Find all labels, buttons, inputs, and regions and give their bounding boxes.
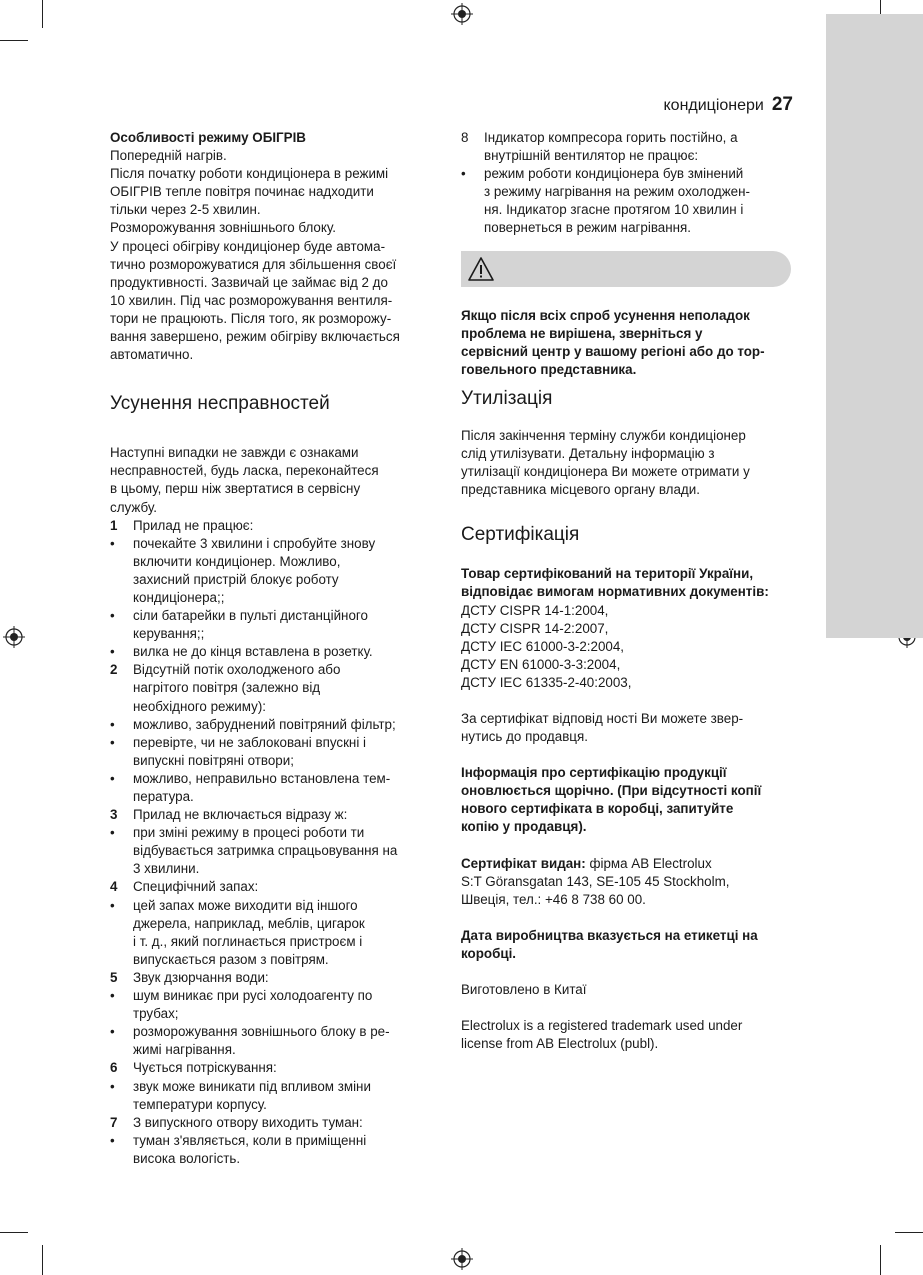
item-line: висока вологість.	[133, 1150, 241, 1166]
heating-line: вання завершено, режим обігріву включається	[110, 329, 400, 345]
date-line: коробці.	[461, 945, 517, 961]
bullet-item	[461, 165, 801, 237]
item-line: можливо, неправильно встановлена тем-	[133, 770, 391, 786]
item-line: Чується потріскування:	[133, 1060, 277, 1076]
item-line: Відсутній потік охолодженого або	[133, 662, 341, 678]
item-line: сіли батарейки в пульті дистанційного	[133, 608, 368, 624]
warning-line: говельного представника.	[461, 361, 637, 377]
bullet-marker: •	[110, 825, 115, 841]
warning-bar	[461, 251, 791, 287]
item-line: і т. д., який поглинається пристроєм і	[133, 933, 363, 949]
certification-statement	[461, 565, 801, 601]
troubleshooting-title: Усунення несправностей	[110, 393, 330, 415]
item-line: джерела, наприклад, меблів, цигарок	[133, 915, 365, 931]
heating-line: продуктивності. Зазвичай це займає від 2 до	[110, 274, 388, 290]
item-number: 5	[110, 969, 118, 985]
numbered-item	[461, 129, 801, 165]
item-number: 6	[110, 1060, 118, 1076]
certification-info	[461, 764, 801, 836]
bullet-marker: •	[110, 1132, 115, 1148]
numbered-item	[110, 878, 445, 896]
item-line: пература.	[133, 789, 194, 804]
item-line: випускні повітряні отвори;	[133, 752, 294, 768]
responsibility-line: За сертифікат відповід ності Ви можете звер-	[461, 710, 744, 726]
trademark-note	[461, 1017, 801, 1053]
numbered-item	[110, 806, 445, 824]
bullet-item	[110, 734, 445, 770]
warning-line: сервісний центр у вашому регіоні або до тор-	[461, 343, 765, 359]
numbered-item	[110, 969, 445, 987]
item-line: при зміні режиму в процесі роботи ти	[133, 825, 365, 841]
bullet-item	[110, 987, 445, 1023]
info-line: копію у продавця).	[461, 819, 587, 835]
bullet-item	[110, 716, 445, 734]
item-line: необхідного режиму):	[133, 698, 267, 714]
certification-title: Сертифікація	[461, 524, 580, 546]
bullet-item	[110, 770, 445, 806]
standard-item: ДСТУ IEC 61000-3-2:2004,	[461, 638, 625, 654]
bullet-item	[110, 824, 445, 878]
bullet-item	[110, 1132, 445, 1168]
certificate-responsibility	[461, 710, 801, 746]
disposal-line: Після закінчення терміну служби кондиціонер	[461, 427, 746, 443]
item-line: захисний пристрій блокує роботу	[133, 571, 339, 587]
bullet-marker: •	[110, 1078, 115, 1094]
item-line: почекайте 3 хвилини і спробуйте знову	[133, 535, 376, 551]
certification-line: Товар сертифікований на території України,	[461, 566, 754, 582]
trademark-line: Electrolux is a registered trademark used under	[461, 1018, 743, 1034]
item-line: з режиму нагрівання на режим охолоджен-	[484, 184, 750, 200]
running-header	[663, 94, 793, 116]
heating-line: Після початку роботи кондиціонера в режимі	[110, 166, 389, 182]
item-number: 2	[110, 662, 118, 678]
certificate-issuer	[461, 855, 801, 873]
info-line: оновлюється щорічно. (При відсутності копії	[461, 783, 762, 799]
intro-line: Наступні випадки не завжди є ознаками	[110, 445, 359, 461]
heating-line: тично розморожуватися для збільшення своєї	[110, 256, 397, 272]
item-line: Специфічний запах:	[133, 879, 259, 895]
item-line: можливо, забруднений повітряний фільтр;	[133, 716, 396, 732]
numbered-item	[110, 661, 445, 715]
item-line: Індикатор компресора горить постійно, а	[484, 130, 738, 145]
side-tab	[826, 14, 923, 638]
disposal-line: представника місцевого органу влади.	[461, 482, 700, 498]
heating-line: ОБІГРІВ тепле повітря починає надходити	[110, 184, 374, 200]
warning-text	[461, 307, 801, 379]
issuer-country-phone: Швеція, тел.: +46 8 738 60 00.	[461, 891, 646, 907]
standard-item: ДСТУ CISPR 14-1:2004,	[461, 602, 609, 618]
bullet-marker: •	[110, 608, 115, 624]
heating-title: Особливості режиму ОБІГРІВ	[110, 130, 306, 145]
heating-line: У процесі обігріву кондиціонер буде автома-	[110, 238, 386, 254]
bullet-marker: •	[110, 988, 115, 1004]
standard-item: ДСТУ CISPR 14-2:2007,	[461, 620, 609, 636]
numbered-item	[110, 1059, 445, 1077]
item-number: 1	[110, 517, 118, 533]
made-in: Виготовлено в Китаї	[461, 982, 587, 997]
disposal-line: утилізації кондиціонера Ви можете отримати у	[461, 464, 750, 480]
heating-line: тори не працюють. Після того, як розморожу-	[110, 310, 392, 326]
bullet-item	[110, 607, 445, 643]
item-line: вилка не до кінця вставлена в розетку.	[133, 644, 373, 660]
bullet-marker: •	[110, 734, 115, 750]
item-line: повернеться в режим нагрівання.	[484, 220, 691, 236]
intro-line: несправностей, будь ласка, переконайтеся	[110, 463, 379, 479]
item-number: 7	[110, 1114, 118, 1130]
intro-line: в цьому, перш ніж звертатися в сервісну	[110, 481, 361, 497]
bullet-marker: •	[110, 1024, 115, 1040]
item-line: Прилад не працює:	[133, 517, 254, 533]
bullet-marker: •	[461, 166, 466, 182]
item-line: відбувається затримка спрацьовування на	[133, 843, 398, 859]
page-number: 27	[771, 94, 793, 115]
numbered-item	[110, 517, 445, 535]
item-line: нагрітого повітря (залежно від	[133, 680, 321, 696]
bullet-marker: •	[110, 535, 115, 551]
item-number: 8	[461, 130, 469, 145]
standard-item: ДСТУ IEC 61335-2-40:2003,	[461, 674, 632, 690]
item-line: звук може виникати під впливом зміни	[133, 1078, 371, 1094]
registration-mark-icon	[3, 626, 25, 648]
item-line: Прилад не включається відразу ж:	[133, 807, 348, 823]
item-line: випускається разом з повітрям.	[133, 951, 329, 967]
standards-list	[461, 602, 801, 692]
item-line: температури корпусу.	[133, 1096, 267, 1112]
heating-line: Попередній нагрів.	[110, 148, 227, 164]
item-line: трубах;	[133, 1006, 179, 1022]
heating-line: Розморожування зовнішнього блоку.	[110, 220, 336, 236]
bullet-marker: •	[110, 644, 115, 660]
item-line: внутрішній вентилятор не працює:	[484, 148, 699, 164]
info-line: нового сертифіката в коробці, запитуйте	[461, 801, 734, 817]
item-line: ня. Індикатор згасне протягом 10 хвилин і	[484, 202, 744, 218]
item-line: 3 хвилини.	[133, 861, 200, 877]
heating-line: тільки через 2-5 хвилин.	[110, 202, 261, 218]
left-column	[110, 129, 445, 1168]
responsibility-line: нутись до продавця.	[461, 729, 588, 745]
issuer-company: фірма AB Electrolux	[589, 855, 712, 871]
disposal-line: слід утилізувати. Детальну інформацію з	[461, 446, 715, 462]
item-number: 4	[110, 879, 118, 895]
warning-line: проблема не вирішена, зверніться у	[461, 325, 703, 341]
item-number: 3	[110, 807, 118, 823]
issuer-address: S:T Göransgatan 143, SE-105 45 Stockholm,	[461, 873, 730, 889]
heating-line: автоматично.	[110, 347, 194, 363]
production-date-note	[461, 927, 801, 963]
item-line: шум виникає при русі холодоагенту по	[133, 988, 373, 1004]
registration-mark-icon	[451, 3, 473, 25]
troubleshooting-intro	[110, 444, 445, 516]
trademark-line: license from AB Electrolux (publ).	[461, 1036, 659, 1052]
disposal-body	[461, 427, 801, 499]
item-line: режим роботи кондиціонера був змінений	[484, 166, 744, 182]
header-title: кондиціонери	[663, 97, 764, 114]
warning-triangle-icon	[467, 256, 495, 282]
item-line: включити кондиціонер. Можливо,	[133, 553, 341, 569]
bullet-item	[110, 535, 445, 607]
bullet-item	[110, 1078, 445, 1114]
item-line: перевірте, чи не заблоковані впускні і	[133, 734, 366, 750]
certification-line: відповідає вимогам нормативних документів:	[461, 584, 769, 600]
intro-line: службу.	[110, 499, 157, 515]
item-line: керування;;	[133, 626, 205, 642]
info-line: Інформація про сертифікацію продукції	[461, 765, 727, 781]
bullet-marker: •	[110, 716, 115, 732]
troubleshooting-list	[110, 517, 445, 1168]
item-line: туман з'являється, коли в приміщенні	[133, 1132, 367, 1148]
issuer-label: Сертифікат видан:	[461, 855, 586, 871]
bullet-marker: •	[110, 770, 115, 786]
item-line: Звук дзюрчання води:	[133, 969, 269, 985]
numbered-item	[110, 1114, 445, 1132]
bullet-item	[110, 897, 445, 969]
item-line: жимі нагрівання.	[133, 1042, 236, 1058]
item-line: розморожування зовнішнього блоку в ре-	[133, 1024, 390, 1040]
warning-line: Якщо після всіх спроб усунення неполадок	[461, 307, 750, 323]
heating-line: 10 хвилин. Під час розморожування вентиля-	[110, 292, 393, 308]
item-line: кондиціонера;;	[133, 589, 225, 605]
troubleshooting-list-continued	[461, 129, 801, 238]
bullet-item	[110, 643, 445, 661]
registration-mark-icon	[451, 1248, 473, 1270]
date-line: Дата виробництва вказується на етикетці на	[461, 927, 758, 943]
heating-body	[110, 147, 445, 364]
bullet-marker: •	[110, 897, 115, 913]
bullet-item	[110, 1023, 445, 1059]
standard-item: ДСТУ EN 61000-3-3:2004,	[461, 656, 621, 672]
right-column	[461, 129, 801, 1053]
item-line: цей запах може виходити від іншого	[133, 897, 358, 913]
item-line: З випускного отвору виходить туман:	[133, 1114, 363, 1130]
disposal-title: Утилізація	[461, 387, 553, 409]
